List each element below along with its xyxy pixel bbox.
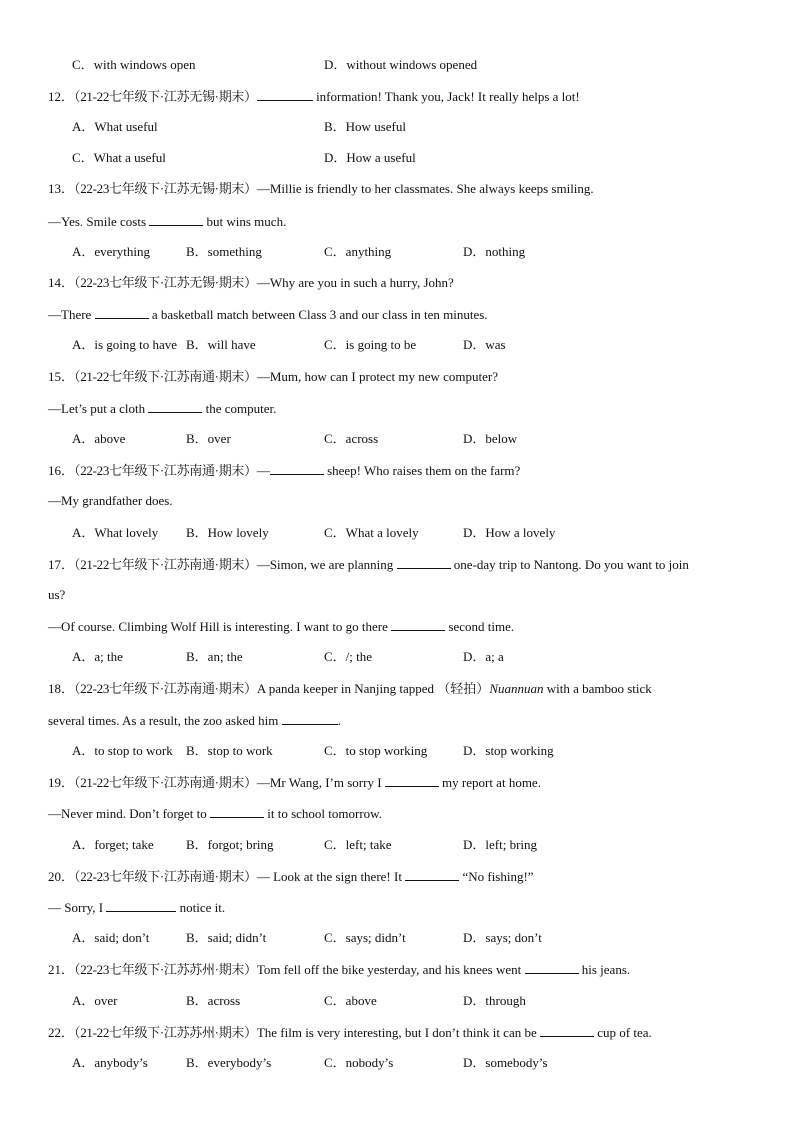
q13-option-c: C．anything: [324, 244, 392, 259]
q18-blank: [282, 712, 338, 725]
q15-line2-part2: the computer.: [205, 401, 277, 416]
q12-source: （21-22七年级下·江苏无锡·期末）: [74, 89, 257, 104]
q20-line2-part2: notice it.: [179, 900, 226, 915]
q17-line1-part1: —Simon, we are planning: [256, 557, 394, 572]
q21-option-c: C．above: [324, 993, 377, 1008]
q18-option-c: C．to stop working: [324, 743, 428, 758]
q21-line1-part1: Tom fell off the bike yesterday, and his knees went: [256, 962, 522, 977]
q21-option-d: D．through: [463, 993, 526, 1008]
q14-line2-part2: a basketball match between Class 3 and our class in ten minutes.: [151, 307, 488, 322]
q19-line1-part2: my report at home.: [442, 775, 541, 790]
q18-line2-part1: several times. As a result, the zoo asked him: [48, 713, 279, 728]
q13-number: 13．: [48, 181, 75, 196]
q22-option-c: C．nobody’s: [324, 1055, 394, 1070]
q14-blank: [95, 306, 149, 319]
q15-stem: [48, 369, 498, 385]
q16-option-b: B．How lovely: [186, 525, 269, 540]
q21-number: 21．: [48, 962, 75, 977]
q13-line2: [48, 213, 286, 230]
q14-line2: [48, 306, 488, 323]
q14-number: 14．: [48, 275, 75, 290]
q13-option-b: B．something: [186, 244, 262, 259]
q20-line1-part2: “No fishing!”: [462, 869, 534, 884]
q14-line2-part1: —There: [48, 307, 92, 322]
q22-option-b: B．everybody’s: [186, 1055, 272, 1070]
q16-text: sheep! Who raises them on the farm?: [327, 463, 521, 478]
q12-text: information! Thank you, Jack! It really helps a lot!: [316, 89, 580, 104]
q15-line2: [48, 400, 276, 417]
q14-option-a: A．is going to have: [72, 337, 178, 352]
q17-option-d: D．a; a: [463, 649, 504, 664]
q19-option-a: A．forget; take: [72, 837, 154, 852]
q21-option-a: A．over: [72, 993, 118, 1008]
q19-number: 19．: [48, 775, 75, 790]
q20-option-b: B．said; didn’t: [186, 930, 267, 945]
q13-source: （22-23七年级下·江苏无锡·期末）: [74, 181, 257, 196]
q16-option-c: C．What a lovely: [324, 525, 419, 540]
q17-blank-1: [397, 556, 451, 569]
q20-number: 20．: [48, 869, 75, 884]
q18-number: 18．: [48, 681, 75, 696]
q17-option-a: A．a; the: [72, 649, 123, 664]
q16-option-a: A．What lovely: [72, 525, 159, 540]
q12-number: 12．: [48, 89, 75, 104]
q13-option-a: A．everything: [72, 244, 150, 259]
q18-stem: [48, 681, 652, 697]
q17-line1-wrap: us?: [48, 587, 66, 602]
q14-text: —Why are you in such a hurry, John?: [256, 275, 454, 290]
q22-blank: [540, 1024, 594, 1037]
q13-text: —Millie is friendly to her classmates. She always keeps smiling.: [256, 181, 594, 196]
q15-option-d: D．below: [463, 431, 518, 446]
q16-option-d: D．How a lovely: [463, 525, 556, 540]
q19-blank-1: [385, 774, 439, 787]
q12-option-d: D．How a useful: [324, 150, 416, 165]
q12-stem: [48, 88, 580, 105]
q19-line2-part2: it to school tomorrow.: [267, 806, 382, 821]
q12-option-c: C．What a useful: [72, 150, 166, 165]
q20-source: （22-23七年级下·江苏南通·期末）: [74, 869, 257, 884]
q17-option-b: B．an; the: [186, 649, 243, 664]
q19-line1-part1: —Mr Wang, I’m sorry I: [256, 775, 382, 790]
q18-option-a: A．to stop to work: [72, 743, 173, 758]
q18-panda-name: Nuannuan: [489, 681, 544, 696]
q13-blank: [149, 213, 203, 226]
q16-dash: —: [256, 463, 270, 478]
q14-option-d: D．was: [463, 337, 506, 352]
q17-source: （21-22七年级下·江苏南通·期末）: [74, 557, 257, 572]
q21-line1-part2: his jeans.: [581, 962, 631, 977]
q17-blank-2: [391, 618, 445, 631]
q14-source: （22-23七年级下·江苏无锡·期末）: [74, 275, 257, 290]
q18-source: （22-23七年级下·江苏南通·期末）: [74, 681, 257, 696]
q17-stem: [48, 556, 689, 573]
q14-stem: [48, 275, 454, 291]
q18-option-d: D．stop working: [463, 743, 554, 758]
q18-line2-period: .: [337, 713, 341, 728]
q16-number: 16．: [48, 463, 75, 478]
q18-line1-part2: with a bamboo stick: [543, 681, 652, 696]
q22-option-a: A．anybody’s: [72, 1055, 148, 1070]
q21-stem: [48, 961, 630, 978]
q18-line1-part1: A panda keeper in Nanjing tapped （轻拍）: [256, 681, 490, 696]
q18-option-b: B．stop to work: [186, 743, 273, 758]
q15-source: （21-22七年级下·江苏南通·期末）: [74, 369, 257, 384]
q17-line2-part1: —Of course. Climbing Wolf Hill is interesting. I want to go there: [48, 619, 388, 634]
q20-line1-part1: — Look at the sign there! It: [256, 869, 402, 884]
q13-option-d: D．nothing: [463, 244, 526, 259]
q19-source: （21-22七年级下·江苏南通·期末）: [74, 775, 257, 790]
q22-source: （21-22七年级下·江苏苏州·期末）: [74, 1025, 257, 1040]
q21-source: （22-23七年级下·江苏苏州·期末）: [74, 962, 257, 977]
q19-option-c: C．left; take: [324, 837, 392, 852]
q22-line1-part1: The film is very interesting, but I don’t think it can be: [256, 1025, 537, 1040]
q20-line2-part1: — Sorry, I: [48, 900, 104, 915]
q16-stem: [48, 462, 520, 479]
q21-option-b: B．across: [186, 993, 241, 1008]
q17-line2: [48, 618, 514, 635]
q22-option-d: D．somebody’s: [463, 1055, 548, 1070]
q17-line1-part2: one-day trip to Nantong. Do you want to join: [453, 557, 689, 572]
q20-stem: [48, 868, 534, 885]
q20-line2: [48, 899, 225, 916]
q17-number: 17．: [48, 557, 75, 572]
q15-option-a: A．above: [72, 431, 126, 446]
q12-option-b: B．How useful: [324, 119, 406, 134]
q12-option-a: A．What useful: [72, 119, 158, 134]
q16-blank: [270, 462, 324, 475]
q19-option-b: B．forgot; bring: [186, 837, 274, 852]
q22-stem: [48, 1024, 652, 1041]
q19-line2-part1: —Never mind. Don’t forget to: [48, 806, 207, 821]
q17-line2-part2: second time.: [448, 619, 515, 634]
q22-line1-part2: cup of tea.: [597, 1025, 652, 1040]
q16-source: （22-23七年级下·江苏南通·期末）: [74, 463, 257, 478]
q19-blank-2: [210, 805, 264, 818]
q11-option-d: D．without windows opened: [324, 57, 478, 72]
q15-number: 15．: [48, 369, 75, 384]
q14-option-b: B．will have: [186, 337, 256, 352]
q20-option-c: C．says; didn’t: [324, 930, 406, 945]
q20-blank-1: [405, 868, 459, 881]
q15-line2-part1: —Let’s put a cloth: [48, 401, 146, 416]
q17-option-c: C．/; the: [324, 649, 373, 664]
q15-text: —Mum, how can I protect my new computer?: [256, 369, 498, 384]
q13-stem: [48, 181, 594, 197]
q20-blank-2: [106, 899, 176, 912]
q16-line2: —My grandfather does.: [48, 493, 173, 508]
q11-option-c: C．with windows open: [72, 57, 196, 72]
q13-line2-part2: but wins much.: [206, 214, 287, 229]
q12-blank: [257, 88, 313, 101]
q19-option-d: D．left; bring: [463, 837, 538, 852]
q22-number: 22．: [48, 1025, 75, 1040]
q15-option-c: C．across: [324, 431, 379, 446]
q15-blank: [148, 400, 202, 413]
q13-line2-part1: —Yes. Smile costs: [48, 214, 147, 229]
q19-stem: [48, 774, 541, 791]
q18-line2: [48, 712, 341, 729]
q20-option-d: D．says; don’t: [463, 930, 542, 945]
q21-blank: [525, 961, 579, 974]
q20-option-a: A．said; don’t: [72, 930, 150, 945]
q15-option-b: B．over: [186, 431, 231, 446]
q19-line2: [48, 805, 382, 822]
q14-option-c: C．is going to be: [324, 337, 417, 352]
